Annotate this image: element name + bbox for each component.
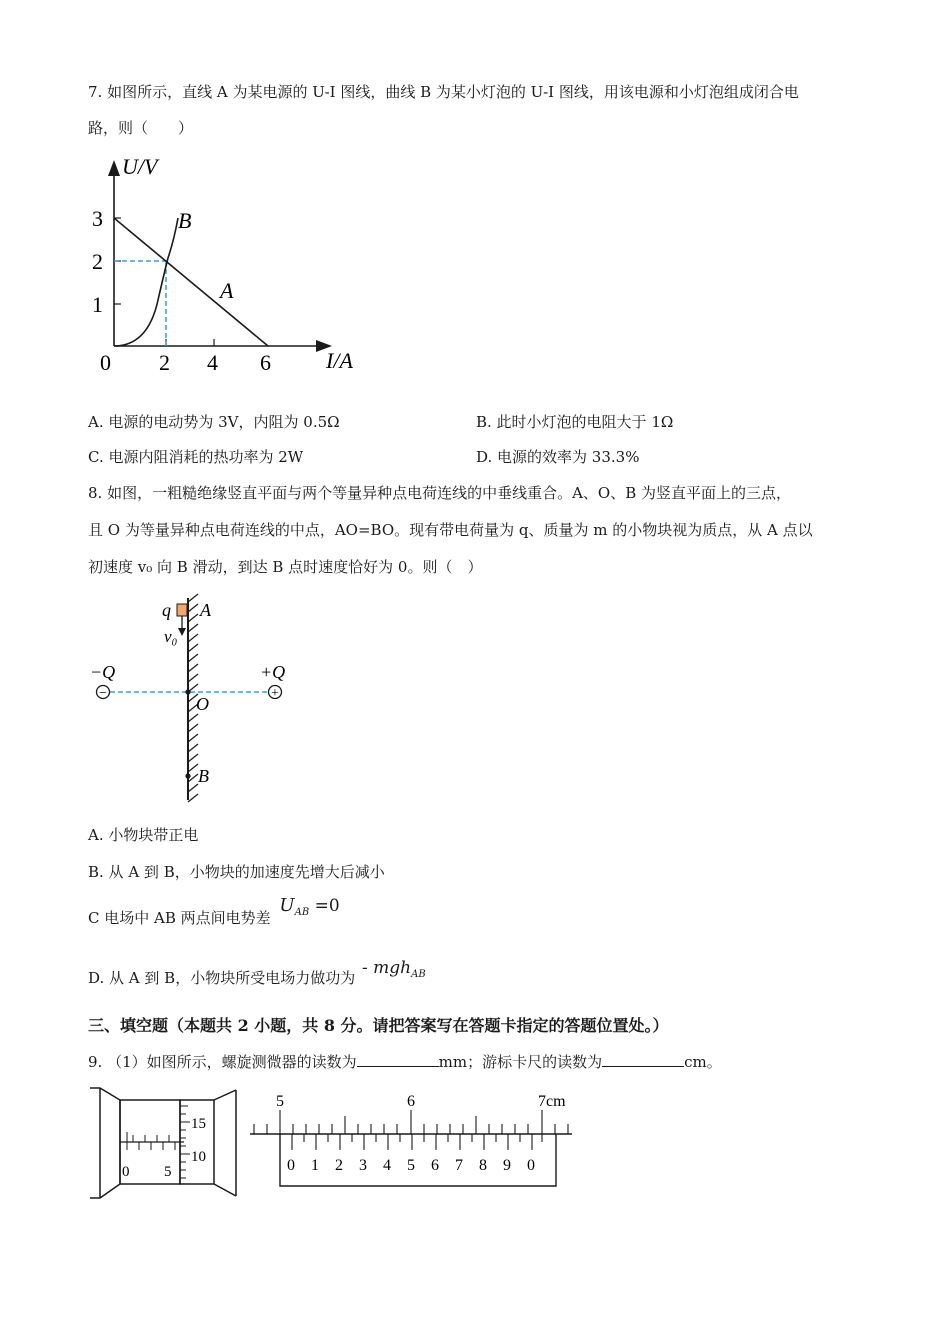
section-3-heading: 三、填空题（本题共 2 小题，共 8 分。请把答案写在答题卡指定的答题位置处。）: [88, 1016, 669, 1035]
y-tick-2: 2: [92, 249, 103, 274]
caliper-answer-blank[interactable]: [602, 1052, 684, 1067]
q7-stem-line1: 7. 如图所示，直线 A 为某电源的 U-I 图线，曲线 B 为某小灯泡的 U-I 图线，用该电源和小灯泡组成闭合电: [88, 83, 799, 101]
y-tick-3: 3: [92, 206, 103, 231]
x-tick-4: 4: [207, 350, 218, 375]
vernier-label-7: 7: [455, 1157, 463, 1174]
vernier-label-2: 2: [335, 1157, 343, 1174]
micrometer-thimble: [180, 1100, 214, 1184]
vernier-label-0: 0: [287, 1157, 295, 1174]
vernier-label-8: 8: [479, 1157, 487, 1174]
q8-stem-line1: 8. 如图，一粗糙绝缘竖直平面与两个等量异种点电荷连线的中垂线重合。A、O、B 为竖直平面上的三点，: [88, 484, 792, 502]
neg-charge-sign: −: [99, 686, 107, 701]
q8-option-c-text: C 电场中 AB 两点间电势差: [88, 909, 271, 927]
thimble-label-15: 15: [191, 1116, 206, 1132]
q8-charge-figure: [88, 592, 308, 807]
q7-option-d: D. 电源的效率为 33.3%: [476, 448, 640, 466]
micrometer-answer-blank[interactable]: [357, 1052, 439, 1067]
label-b: B: [198, 766, 209, 786]
label-pos-q: +Q: [260, 662, 286, 682]
q8-option-c: [88, 895, 340, 935]
vernier-frame: [280, 1134, 556, 1186]
q8-option-c-formula: $U_{AB} =0$: [279, 895, 340, 918]
main-scale-ticks: [254, 1110, 568, 1134]
y-tick-1: 1: [92, 292, 103, 317]
point-o: [185, 689, 190, 694]
caliper-figure: [246, 1088, 578, 1192]
q8-option-d-formula: - mgh$_{AB}$: [361, 958, 426, 980]
main-scale-label-7cm: 7cm: [538, 1093, 566, 1110]
q7-stem-line2: 路，则（ ）: [88, 119, 194, 137]
q8-stem-line2: 且 O 为等量异种点电荷连线的中点，AO=BO。现有带电荷量为 q、质量为 m 的小物块视为质点，从 A 点以: [88, 521, 813, 539]
vernier-ticks: [292, 1134, 542, 1150]
q8-stem-line3: 初速度 v₀ 向 B 滑动，到达 B 点时速度恰好为 0。则（ ）: [88, 558, 483, 576]
charged-block: [177, 604, 187, 616]
q7-ui-graph: [88, 150, 378, 380]
series-a-label: A: [220, 278, 234, 303]
q7-option-a: A. 电源的电动势为 3V，内阻为 0.5Ω: [88, 413, 340, 431]
sleeve-label-5: 5: [164, 1164, 172, 1180]
vernier-label-5: 5: [407, 1157, 415, 1174]
micrometer-figure: [86, 1084, 242, 1206]
thimble-label-10: 10: [191, 1149, 206, 1165]
y-axis-arrow: [108, 160, 120, 176]
q7-option-c: C. 电源内阻消耗的热功率为 2W: [88, 448, 304, 466]
vernier-label-3: 3: [359, 1157, 367, 1174]
q8-option-d-text: D. 从 A 到 B，小物块所受电场力做功为: [88, 969, 356, 987]
q9-stem-part1: 9. （1）如图所示，螺旋测微器的读数为: [88, 1053, 357, 1071]
x-tick-6: 6: [260, 350, 271, 375]
label-o: O: [196, 694, 209, 714]
vernier-label-4: 4: [383, 1157, 391, 1174]
q8-option-b: B. 从 A 到 B，小物块的加速度先增大后减小: [88, 863, 385, 881]
x-axis-label: I/A: [326, 348, 353, 373]
vernier-label-6: 6: [431, 1157, 439, 1174]
label-a: A: [200, 600, 211, 620]
x-tick-0: 0: [100, 350, 111, 375]
pos-charge-sign: +: [271, 686, 279, 701]
label-q: q: [162, 600, 171, 620]
label-v0: v₀: [164, 627, 178, 646]
q9-stem-part2: mm；游标卡尺的读数为: [438, 1053, 603, 1071]
series-b-label: B: [178, 208, 192, 233]
q7-option-b: B. 此时小灯泡的电阻大于 1Ω: [476, 413, 674, 431]
series-a-line: [114, 218, 268, 346]
series-b-curve: [114, 218, 178, 346]
y-axis-label: U/V: [122, 154, 158, 179]
x-tick-2: 2: [159, 350, 170, 375]
q9-stem-part3: cm。: [684, 1053, 722, 1071]
vernier-label-9: 9: [503, 1157, 511, 1174]
label-neg-q: −Q: [90, 662, 116, 682]
sleeve-label-0: 0: [122, 1164, 130, 1180]
main-scale-label-5: 5: [276, 1093, 284, 1110]
main-scale-label-6: 6: [407, 1093, 415, 1110]
q8-option-a: A. 小物块带正电: [88, 826, 199, 844]
micrometer-frame: [90, 1088, 120, 1198]
vernier-label-10: 0: [527, 1157, 535, 1174]
vernier-label-1: 1: [311, 1157, 319, 1174]
point-b: [185, 773, 190, 778]
q9-stem: [88, 1052, 722, 1072]
q8-option-d: [88, 958, 426, 995]
